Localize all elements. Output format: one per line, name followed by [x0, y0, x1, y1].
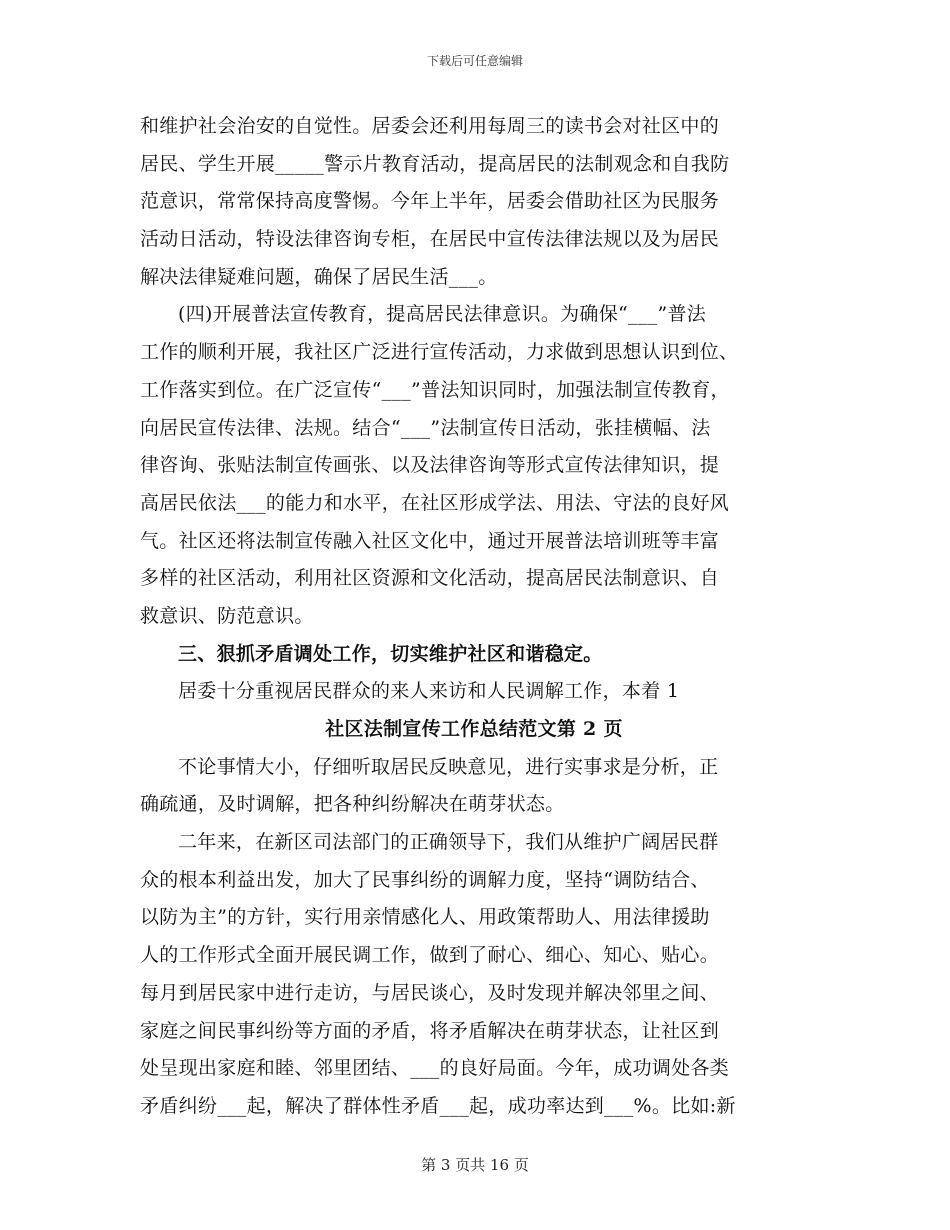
body-line: 众的根本利益出发，加大了民事纠纷的调解力度，坚持“调防结合、	[140, 868, 710, 891]
body-line: (四)开展普法宣传教育，提高居民法律意识。为确保“___”普法	[178, 303, 707, 326]
body-line: 多样的社区活动，利用社区资源和文化活动，提高居民法制意识、自	[140, 567, 720, 590]
body-line: 气。社区还将法制宣传融入社区文化中，通过开展普法培训班等丰富	[140, 529, 720, 552]
body-line: 救意识、防范意识。	[140, 604, 314, 627]
page-header: 下载后可任意编辑	[426, 54, 523, 68]
body-line: 矛盾纠纷___起，解决了群体性矛盾___起，成功率达到___%。比如:新	[140, 1094, 736, 1117]
body-line: 以防为主”的方针，实行用亲情感化人、用政策帮助人、用法律援助	[140, 906, 710, 929]
body-line: 居民、学生开展_____警示片教育活动，提高居民的法制观念和自我防	[140, 152, 730, 175]
body-line: 律咨询、张贴法制宣传画张、以及法律咨询等形式宣传法律知识，提	[140, 454, 720, 477]
body-line: 解决法律疑难问题，确保了居民生活___。	[140, 265, 498, 288]
body-line: 人的工作形式全面开展民调工作，做到了耐心、细心、知心、贴心。	[140, 944, 720, 967]
document-title: 社区法制宣传工作总结范文第 2 页	[325, 718, 623, 740]
body-line: 工作的顺利开展，我社区广泛进行宣传活动，力求做到思想认识到位、	[140, 341, 739, 364]
body-line: 向居民宣传法律、法规。结合“___”法制宣传日活动，张挂横幅、法	[140, 416, 711, 439]
page-number: 第 3 页共 16 页	[421, 1156, 529, 1174]
body-line: 不论事情大小，仔细听取居民反映意见，进行实事求是分析，正	[178, 755, 719, 778]
body-line: 确疏通，及时调解，把各种纠纷解决在萌芽状态。	[140, 793, 565, 816]
body-line: 工作落实到位。在广泛宣传“___”普法知识同时，加强法制宣传教育，	[140, 378, 730, 401]
body-line: 活动日活动，特设法律咨询专柜，在居民中宣传法律法规以及为居民	[140, 228, 720, 251]
body-line: 每月到居民家中进行走访，与居民谈心，及时发现并解决邻里之间、	[140, 981, 720, 1004]
body-line: 处呈现出家庭和睦、邻里团结、___的良好局面。今年，成功调处各类	[140, 1057, 730, 1080]
document-body	[140, 108, 808, 1126]
body-line: 二年来，在新区司法部门的正确领导下，我们从维护广阔居民群	[178, 831, 719, 854]
body-line: 范意识，常常保持高度警惕。今年上半年，居委会借助社区为民服务	[140, 190, 720, 213]
section-heading: 三、狠抓矛盾调处工作，切实维护社区和谐稳定。	[178, 642, 603, 665]
body-line: 高居民依法___的能力和水平，在社区形成学法、用法、守法的良好风	[140, 491, 730, 514]
body-line: 和维护社会治安的自觉性。居委会还利用每周三的读书会对社区中的	[140, 115, 720, 137]
body-line: 家庭之间民事纠纷等方面的矛盾，将矛盾解决在萌芽状态，让社区到	[140, 1019, 720, 1042]
body-line: 居委十分重视居民群众的来人来访和人民调解工作，本着 1	[178, 680, 680, 703]
